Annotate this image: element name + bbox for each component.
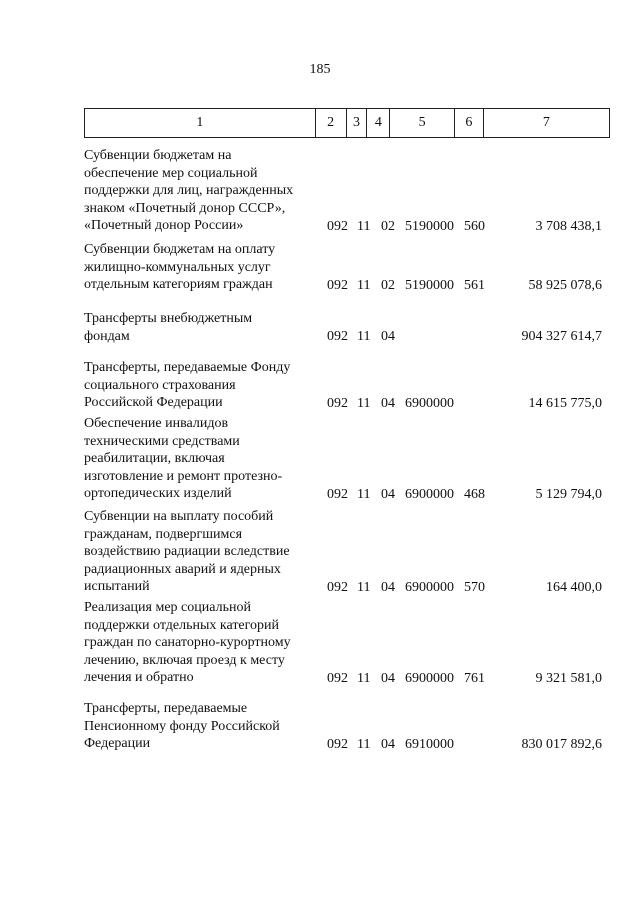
table-row [84,508,614,596]
header-col-2: 2 [316,109,347,137]
ministry-code: 092 [327,277,348,293]
article-code: 6910000 [405,736,454,752]
row-description: Обеспечение инвалидов техническими средствами реабилитации, включая изготовление и ремонт протезно- ортопедических изделий [84,416,283,501]
section-code: 11 [357,486,371,502]
subsection-code: 02 [381,277,395,293]
amount: 830 017 892,6 [521,736,602,752]
expense-type-code: 570 [464,579,485,595]
row-codes [84,328,614,346]
article-code: 5190000 [405,218,454,234]
header-col-4: 4 [367,109,390,137]
table-row [84,415,614,503]
subsection-code: 04 [381,486,395,502]
header-col-3: 3 [347,109,368,137]
section-code: 11 [357,218,371,234]
amount: 3 708 438,1 [535,218,602,234]
article-code: 6900000 [405,579,454,595]
subsection-code: 04 [381,328,395,344]
row-description: Субвенции бюджетам на обеспечение мер социальной поддержки для лиц, награжденных знаком «Почетный донор СССР», «Почетный донор России» [84,148,294,233]
subsection-code: 04 [381,579,395,595]
row-codes [84,395,614,413]
table-row [84,147,614,235]
table-row [84,359,614,412]
row-codes [84,218,614,236]
expense-type-code: 561 [464,277,485,293]
ministry-code: 092 [327,218,348,234]
ministry-code: 092 [327,395,348,411]
section-code: 11 [357,579,371,595]
amount: 5 129 794,0 [535,486,602,502]
header-col-7: 7 [542,115,550,130]
row-description: Трансферты, передаваемые Фонду социального страхования Российской Федерации [84,360,291,410]
table-row [84,310,614,345]
section-code: 11 [357,670,371,686]
article-code: 6900000 [405,670,454,686]
amount: 164 400,0 [546,579,602,595]
section-code: 11 [357,277,371,293]
amount: 9 321 581,0 [535,670,602,686]
ministry-code: 092 [327,486,348,502]
subsection-code: 04 [381,670,395,686]
row-description: Субвенции бюджетам на оплату жилищно-коммунальных услуг отдельным категориям граждан [84,242,276,292]
subsection-code: 04 [381,736,395,752]
row-codes [84,579,614,597]
subsection-code: 04 [381,395,395,411]
section-code: 11 [357,736,371,752]
section-code: 11 [357,328,371,344]
row-codes [84,670,614,688]
row-codes [84,486,614,504]
page-number: 185 [309,62,331,77]
header-col-5: 5 [390,109,455,137]
expense-type-code: 468 [464,486,485,502]
expense-type-code: 560 [464,218,485,234]
article-code: 6900000 [405,486,454,502]
table-row [84,241,614,294]
ministry-code: 092 [327,736,348,752]
row-codes [84,736,614,754]
ministry-code: 092 [327,328,348,344]
article-code: 6900000 [405,395,454,411]
row-description: Трансферты, передаваемые Пенсионному фонду Российской Федерации [84,701,280,751]
amount: 14 615 775,0 [528,395,602,411]
header-col-6: 6 [455,109,484,137]
table-row [84,599,614,687]
table-row [84,700,614,753]
header-col-1: 1 [85,109,316,137]
row-description: Субвенции на выплату пособий гражданам, подвергшимся воздействию радиации вследствие радиационных аварий и ядерных испытаний [84,509,290,594]
article-code: 5190000 [405,277,454,293]
amount: 904 327 614,7 [521,328,602,344]
table-header [84,108,610,138]
amount: 58 925 078,6 [528,277,602,293]
expense-type-code: 761 [464,670,485,686]
ministry-code: 092 [327,670,348,686]
subsection-code: 02 [381,218,395,234]
row-description: Реализация мер социальной поддержки отдельных категорий граждан по санаторно-курортному лечению, включая проезд к месту лечения и обратно [84,600,291,685]
row-codes [84,277,614,295]
row-description: Трансферты внебюджетным фондам [84,311,253,344]
ministry-code: 092 [327,579,348,595]
section-code: 11 [357,395,371,411]
